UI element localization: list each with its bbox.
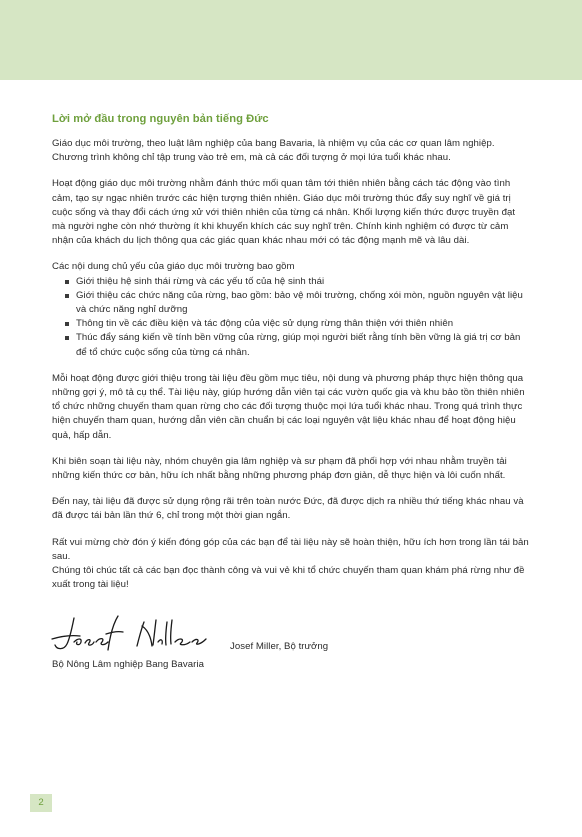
content-list xyxy=(52,275,530,360)
body-paragraph-2: Khi biên soạn tài liệu này, nhóm chuyên gia lâm nghiệp và sư phạm đã phối hợp với nhau nhằm truyền tải những kiến thức cơ bản, hữu ích nhất bằng những phương pháp đơn giản, dễ thực hiện và lôi cuốn nhất. xyxy=(52,455,507,482)
handwritten-signature xyxy=(48,612,218,656)
page-number: 2 xyxy=(30,794,52,812)
page-content xyxy=(52,112,530,680)
body-paragraph-3: Đến nay, tài liệu đã được sử dụng rộng rãi trên toàn nước Đức, đã được dịch ra nhiều thứ tiếng khác nhau và đã được tái bản lần thứ 6, chỉ trong một thời gian ngắn. xyxy=(52,496,524,522)
ministry-name: Bộ Nông Lâm nghiệp Bang Bavaria xyxy=(52,659,204,671)
list-item: Thông tin về các điều kiện và tác động của việc sử dụng rừng thân thiện với thiên nhiên xyxy=(52,317,530,331)
intro-paragraph-2: Hoạt động giáo dục môi trường nhằm đánh thức mối quan tâm tới thiên nhiên bằng cách tác động vào tình cảm, tạo sự ngạc nhiên trước các hiện tượng thiên nhiên. Giáo dục môi trường thúc đẩy suy nghĩ về giá trị cuộc sống và thay đổi cách ứng xử với thiên nhiên của từng cá nhân. Khối lượng kiến thức được truyền đạt mà người nghe còn nhớ thường ít khi khuyến khích các suy nghĩ trên. Chính kinh nghiệm có được từ cảm nhận của khách du lịch thông qua các giác quan khác nhau mới có tác động mạnh mẽ và lâu dài. xyxy=(52,178,516,247)
page-title: Lời mở đầu trong nguyên bản tiếng Đức xyxy=(52,113,269,125)
signature-block xyxy=(52,622,530,680)
body-paragraph-1: Mỗi hoạt động được giới thiệu trong tài liệu đều gồm mục tiêu, nội dung và phương pháp thực hiện thông qua những gợi ý, mô tả cụ thể. Tài liệu này, giúp hướng dẫn viên tại các vườn quốc gia và khu bảo tồn thiên nhiên tổ chức những chuyến tham quan rừng cho các đối tượng thuộc mọi lứa tuổi khác nhau. Trong quá trình thực hiện chuyến tham quan, hướng dẫn viên cần chuẩn bị các loại nguyên vật liệu khác nhau để hoạt động hiệu quả, hấp dẫn. xyxy=(52,372,525,441)
list-intro: Các nội dung chủ yếu của giáo dục môi trường bao gồm xyxy=(52,261,295,273)
intro-paragraph-1: Giáo dục môi trường, theo luật lâm nghiệp của bang Bavaria, là nhiệm vụ của các cơ quan lâm nghiệp. Chương trình không chỉ tập trung vào trẻ em, mà cả các đối tượng ở mọi lứa tuổi khác nhau. xyxy=(52,138,495,164)
header-band xyxy=(0,0,582,80)
list-item: Giới thiệu hệ sinh thái rừng và các yếu tố của hệ sinh thái xyxy=(52,275,530,289)
list-item: Thúc đẩy sáng kiến về tính bền vững của rừng, giúp mọi người biết rằng tính bền vững là giá trị cơ bản để tổ chức cuộc sống của từng cá nhân. xyxy=(52,331,530,359)
closing-paragraph-1: Rất vui mừng chờ đón ý kiến đóng góp của các bạn để tài liệu này sẽ hoàn thiện, hữu ích hơn trong lần tái bản sau. xyxy=(52,536,529,562)
list-item: Giới thiệu các chức năng của rừng, bao gồm: bảo vệ môi trường, chống xói mòn, nguồn nguyên vật liệu và chức năng nghỉ dưỡng xyxy=(52,289,530,317)
closing-paragraph-2: Chúng tôi chúc tất cả các bạn đọc thành công và vui vẻ khi tổ chức chuyến tham quan khám phá rừng như đề xuất trong tài liệu! xyxy=(52,565,525,591)
signer-name: Josef Miller, Bộ trưởng xyxy=(230,641,329,653)
